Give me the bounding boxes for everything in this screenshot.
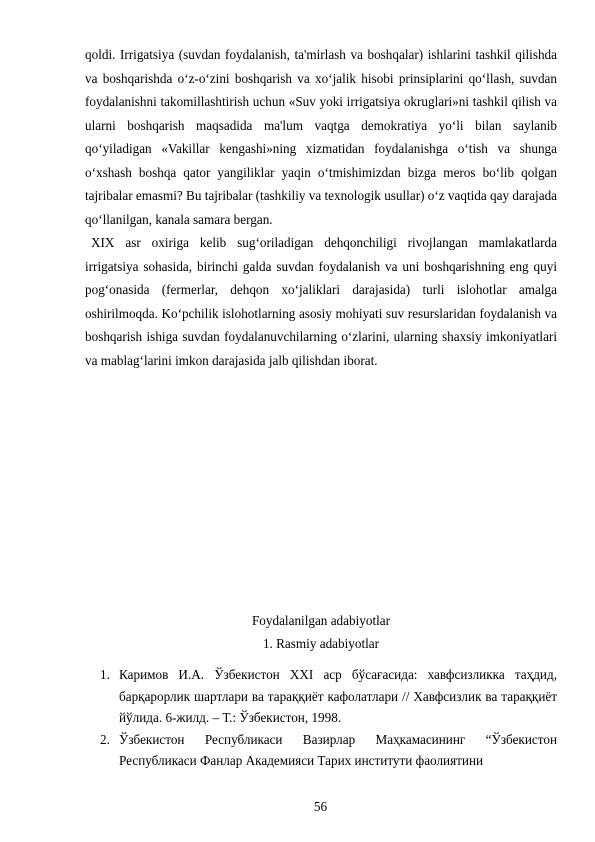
reference-number: 1. — [100, 667, 110, 682]
main-text — [85, 43, 557, 372]
reference-text: Ўзбекистон Республикаси Вазирлар Маҳкамасининг “Ўзбекистон Республикаси Фанлар Академияси Тарих институти фаолиятини — [119, 731, 557, 768]
references-subtitle: 1. Rasmiy adabiyotlar — [262, 636, 380, 651]
body-paragraph: XIX asr oxiriga kelib sug‘oriladigan dehqonchiligi rivojlangan mamlakatlarda irrigatsiya sohasida, birinchi galda suvdan foydalanish va uni boshqarishning eng quyi pog‘onasida (fermerlar, dehqon xo‘jaliklari darajasida) turli islohotlar amalga oshirilmoqda. Ko‘pchilik islohotlarning asosiy mohiyati suv resurslaridan foydalanish va boshqarish ishiga suvdan foydalanuvchilarning o‘zlarini, ularning shaxsiy imkoniyatlari va mablag‘larini imkon darajasida jalb qilishdan iborat. — [85, 235, 557, 368]
reference-list — [100, 664, 557, 772]
body-paragraph: qoldi. Irrigatsiya (suvdan foydalanish, ta'mirlash va boshqalar) ishlarini tashkil qilishda va boshqarishda o‘z-o‘zini boshqarish va xo‘jalik hisobi prinsiplarini qo‘llash, suvdan foydalanishni takomillashtirish uchun «Suv yoki irrigatsiya okruglari»ni tashkil qilish va ularni boshqarish maqsadida ma'lum vaqtga demokratiya yo‘li bilan saylanib qo‘yiladigan «Vakillar kengashi»ning xizmatidan foydalanishga o‘tish va shunga o‘xshash boshqa qator yangiliklar yaqin o‘tmishimizdan bizga meros bo‘lib qolgan tajribalar emasmi? Bu tajribalar (tashkiliy va texnologik usullar) o‘z vaqtida qay darajada qo‘llanilgan, kanala samara bergan. — [85, 47, 558, 227]
reference-item — [100, 664, 557, 729]
references-title: Foydalanilgan adabiyotlar — [251, 613, 391, 628]
reference-text: Каримов И.А. Ўзбекистон XXI аср бўсағасида: хавфсизликка таҳдид, барқарорлик шартлари ва тараққиёт кафолатлари // Хавфсизлик ва тараққиёт йўлида. 6-жилд. – Т.: Ўзбекистон, 1998. — [119, 667, 557, 725]
page-number: 56 — [313, 799, 328, 814]
reference-item — [100, 729, 557, 772]
reference-number: 2. — [100, 731, 110, 747]
